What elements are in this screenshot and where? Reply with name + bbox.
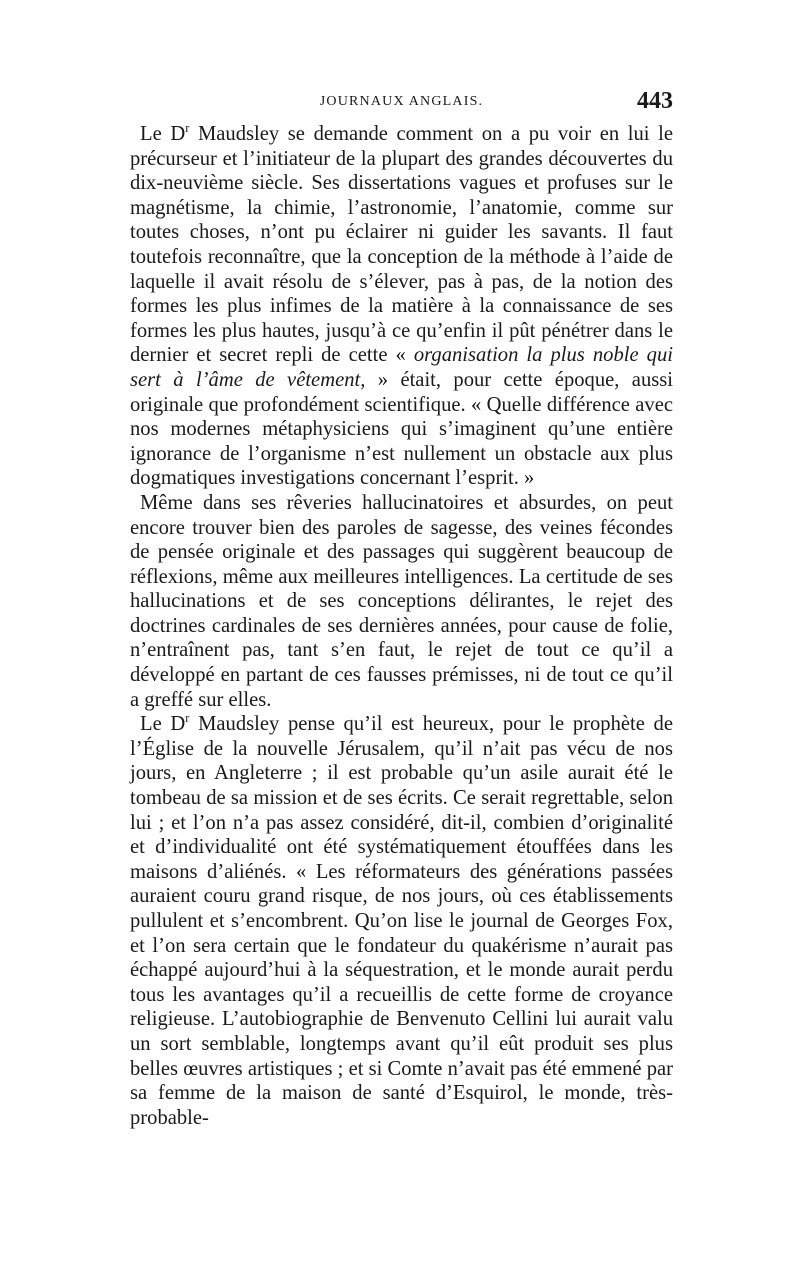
paragraph-3	[130, 712, 673, 1130]
paragraph-1-text: Maudsley se demande comment on a pu voir en lui le précurseur et l’initiateur de la plupart des grandes découvertes du dix-neuvième siècle. Ses dissertations vagues et profuses sur le magnétisme, la chimie, l’astronomie, l’anatomie, comme sur toutes choses, n’ont pu éclairer ni guider les savants. Il faut toutefois reconnaître, que la conception de la méthode à l’aide de laquelle il avait résolu de s’élever, pas à pas, de la notion des formes les plus infimes de la matière à la connaissance de ses formes les plus hautes, jusqu’à ce qu’enfin il pût pénétrer dans le dernier et secret repli de cette «	[130, 123, 673, 367]
running-head: JOURNAUX ANGLAIS.	[319, 94, 484, 109]
paragraph-2-text: Même dans ses rêveries hallucinatoires et absurdes, on peut encore trouver bien des paroles de sagesse, des veines fécondes de pensée originale et des passages qui suggèrent beaucoup de réflexions, même aux meilleures intelligences. La certitude de ses hallucinations et de ses conceptions délirantes, le rejet des doctrines cardinales de ses dernières années, pour cause de folie, n’entraînent pas, tant s’en faut, le rejet de tout ce qu’il a développé en partant de ces fausses prémisses, ni de tout ce qu’il a greffé sur elles.	[130, 491, 673, 711]
paragraph-3-sup: r	[185, 711, 190, 726]
paragraph-1	[130, 122, 673, 491]
paragraph-2	[130, 491, 673, 712]
paragraph-1-lead: Le D	[140, 123, 186, 145]
page-number: 443	[637, 88, 673, 114]
paragraph-1-tail: » était, pour cette époque, aussi originale que profondément scientifique. « Quelle différence avec nos modernes métaphysiciens qui s’imaginent qu’une entière ignorance de l’organisme n’est nullement un obstacle aux plus dogmatiques investigations concernant l’esprit. »	[130, 368, 673, 490]
paragraph-1-sup: r	[185, 121, 190, 136]
book-page	[130, 88, 673, 1130]
page-header	[130, 88, 673, 122]
paragraph-3-text: Maudsley pense qu’il est heureux, pour le prophète de l’Église de la nouvelle Jérusalem, qu’il n’ait pas vécu de nos jours, en Angleterre ; il est probable qu’un asile aurait été le tombeau de sa mission et de ses écrits. Ce serait regrettable, selon lui ; et l’on n’a pas assez considéré, dit-il, combien d’originalité et d’individualité ont été systématiquement étouffées dans les maisons d’aliénés. « Les réformateurs des générations passées auraient couru grand risque, de nos jours, où ces établissements pullulent et s’encombrent. Qu’on lise le journal de Georges Fox, et l’on sera certain que le fondateur du quakérisme n’aurait pas échappé aujourd’hui à la séquestration, et le monde aurait perdu tous les avantages qu’il a recueillis de cette forme de croyance religieuse. L’autobiographie de Benvenuto Cellini lui aurait valu un sort semblable, longtemps avant qu’il eût produit ses plus belles œuvres artistiques ; et si Comte n’avait pas été emmené par sa femme de la maison de santé d’Esquirol, le monde, très-probable-	[130, 713, 673, 1129]
body-text	[130, 122, 673, 1130]
paragraph-1-italic-quote: organisation la plus noble qui sert à l’âme de vêtement,	[130, 344, 673, 391]
paragraph-3-lead: Le D	[140, 713, 186, 736]
